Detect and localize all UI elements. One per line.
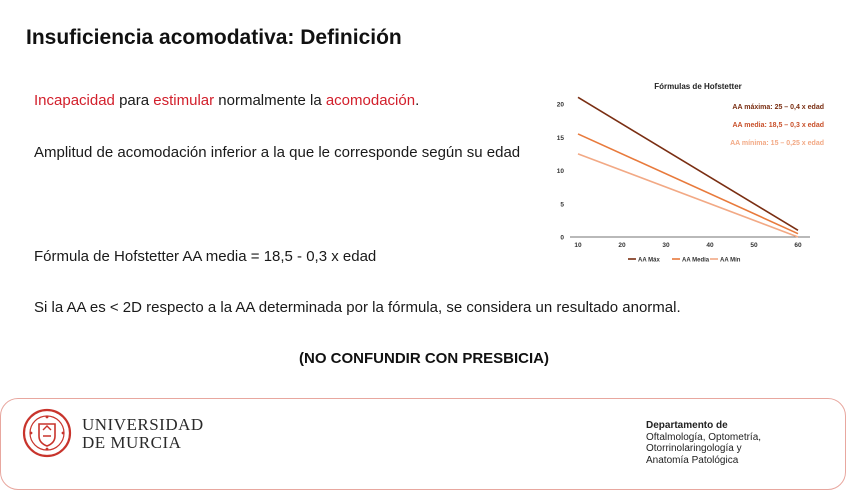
x-tick-label: 20 (618, 242, 626, 249)
formula-line: Fórmula de Hofstetter AA media = 18,5 - 0,3 x edad (34, 248, 377, 265)
text-segment: para (114, 92, 154, 109)
keyword-incapacidad: Incapacidad (34, 92, 115, 109)
definition-line (34, 92, 419, 109)
x-tick-label: 50 (750, 242, 758, 249)
formula-annotation: AA mínima: 15 – 0,25 x edad (730, 140, 824, 147)
y-tick-label: 5 (560, 201, 564, 209)
slide-title: Insuficiencia acomodativa: Definición (26, 26, 402, 49)
criterion-line: Si la AA es < 2D respecto a la AA determinada por la fórmula, se considera un resultado anormal. (34, 299, 681, 316)
department-line: Otorrinolaringología y (646, 443, 742, 454)
y-tick-label: 10 (556, 168, 564, 175)
text-segment: . (415, 92, 420, 109)
x-tick-label: 10 (574, 242, 582, 249)
y-tick-label: 0 (560, 234, 564, 242)
university-seal-icon (22, 408, 72, 458)
legend-label: AA Máx (638, 257, 660, 264)
amplitude-line: Amplitud de acomodación inferior a la que le corresponde según su edad (34, 144, 521, 161)
department-block (646, 420, 761, 466)
department-line: Oftalmología, Optometría, (646, 431, 762, 443)
presbyopia-note: (NO CONFUNDIR CON PRESBICIA) (299, 350, 549, 367)
legend-label: AA Media (682, 257, 710, 264)
department-line: Anatomía Patológica (646, 454, 739, 466)
keyword-acomodacion: acomodación (325, 92, 416, 109)
chart-title: Fórmulas de Hofstetter (654, 82, 742, 91)
series-line (578, 97, 798, 230)
formula-annotation: AA media: 18,5 – 0,3 x edad (732, 122, 824, 129)
y-tick-label: 20 (556, 101, 564, 109)
text-segment: normalmente la (214, 92, 326, 109)
keyword-estimular: estimular (153, 92, 215, 109)
department-title: Departamento de (646, 420, 728, 431)
legend-label: AA Mín (720, 257, 741, 264)
series-line (578, 154, 798, 237)
university-name (82, 416, 204, 452)
hofstetter-chart (548, 76, 838, 271)
chart-svg (548, 76, 838, 271)
x-tick-label: 40 (706, 242, 714, 249)
x-tick-label: 30 (662, 242, 670, 249)
y-tick-label: 15 (556, 134, 564, 142)
x-tick-label: 60 (794, 242, 802, 249)
university-name-line2: DE MURCIA (82, 433, 182, 452)
formula-annotation: AA máxima: 25 – 0,4 x edad (732, 104, 824, 111)
university-name-line1: UNIVERSIDAD (82, 415, 204, 434)
series-line (578, 134, 798, 234)
